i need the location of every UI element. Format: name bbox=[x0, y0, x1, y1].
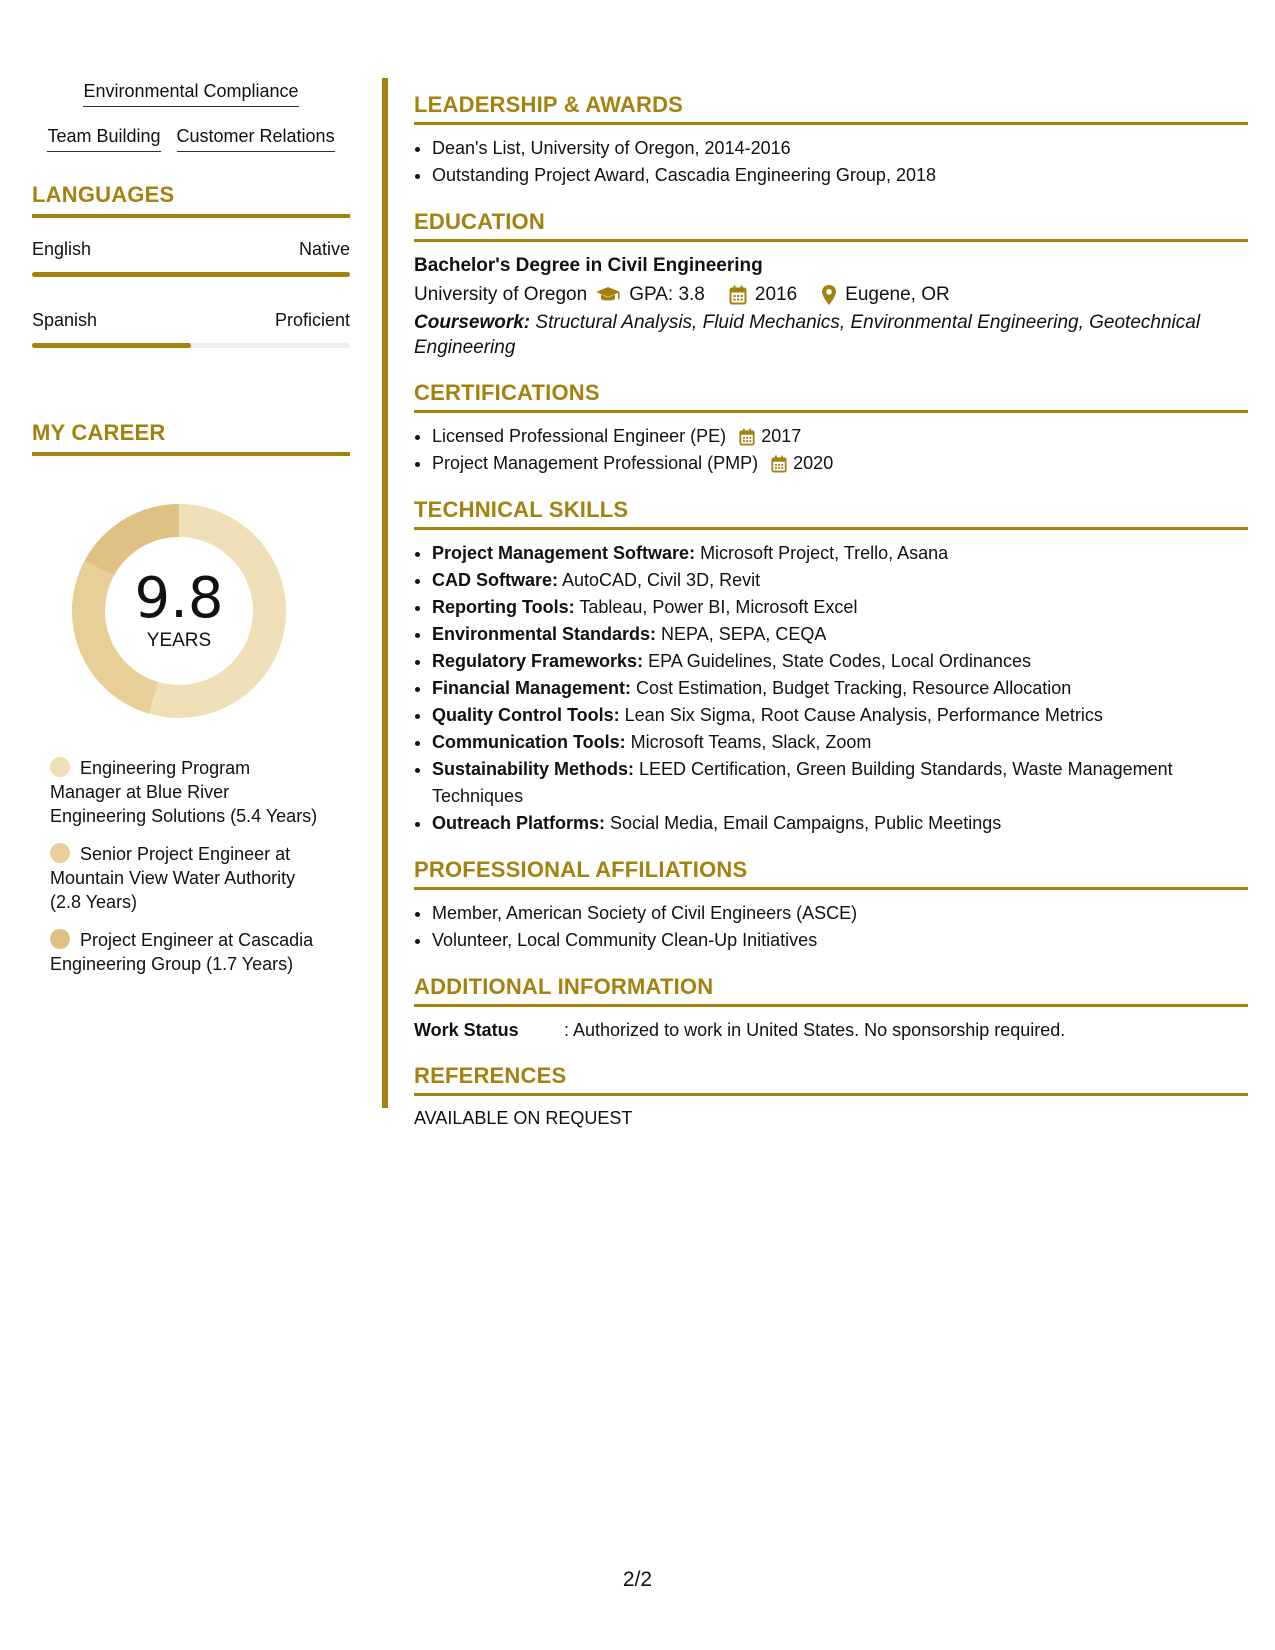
cert-name: Licensed Professional Engineer (PE) bbox=[432, 426, 727, 446]
list-item: • Reporting Tools: Tableau, Power BI, Microsoft Excel bbox=[432, 594, 1248, 621]
language-proficiency-fill bbox=[32, 272, 350, 277]
legend-dot-icon bbox=[50, 757, 70, 777]
education-heading: EDUCATION bbox=[414, 209, 1248, 242]
list-item: • Financial Management: Cost Estimation, Budget Tracking, Resource Allocation bbox=[432, 675, 1248, 702]
technical-skills-list bbox=[414, 540, 1248, 837]
education-school: University of Oregon bbox=[414, 284, 588, 305]
left-column bbox=[32, 80, 350, 990]
education-gpa: GPA: 3.8 bbox=[629, 284, 705, 305]
language-proficiency-bar bbox=[32, 272, 350, 277]
legend-dot-icon bbox=[50, 929, 70, 949]
list-item: • Outstanding Project Award, Cascadia Engineering Group, 2018 bbox=[432, 162, 1248, 189]
list-item bbox=[432, 450, 1248, 477]
language-english bbox=[32, 238, 350, 277]
career-legend-item: Engineering Program Manager at Blue River Engineering Solutions (5.4 Years) bbox=[50, 758, 318, 826]
work-status-row bbox=[414, 1017, 1248, 1043]
list-item: • Outreach Platforms: Social Media, Email Campaigns, Public Meetings bbox=[432, 810, 1248, 837]
languages-heading: LANGUAGES bbox=[32, 182, 350, 218]
education-coursework: Coursework: Structural Analysis, Fluid Mechanics, Environmental Engineering, Geotechnical Engineering bbox=[414, 312, 1201, 358]
list-item: • Environmental Standards: NEPA, SEPA, CEQA bbox=[432, 621, 1248, 648]
career-heading: MY CAREER bbox=[32, 420, 350, 456]
skill-tag: Customer Relations bbox=[177, 125, 335, 152]
language-level: Native bbox=[298, 239, 350, 259]
language-proficiency-bar bbox=[32, 343, 350, 348]
additional-info-heading: ADDITIONAL INFORMATION bbox=[414, 974, 1248, 1007]
language-spanish bbox=[32, 309, 350, 348]
list-item: • Member, American Society of Civil Engineers (ASCE) bbox=[432, 900, 1248, 927]
language-name: English bbox=[32, 239, 92, 259]
skill-tag: Team Building bbox=[47, 125, 160, 152]
skill-tags-row-1 bbox=[32, 80, 350, 107]
calendar-icon bbox=[771, 455, 787, 473]
affiliations-heading: PROFESSIONAL AFFILIATIONS bbox=[414, 857, 1248, 890]
list-item: • Project Management Software: Microsoft Project, Trello, Asana bbox=[432, 540, 1248, 567]
cert-year: 2020 bbox=[793, 453, 834, 473]
education-year: 2016 bbox=[754, 284, 798, 305]
list-item: • Volunteer, Local Community Clean-Up Initiatives bbox=[432, 927, 1248, 954]
list-item: • Sustainability Methods: LEED Certification, Green Building Standards, Waste Management Techniques bbox=[432, 756, 1248, 810]
career-total-value: 9.8 bbox=[134, 566, 224, 631]
certifications-list bbox=[414, 423, 1248, 477]
list-item: • Dean's List, University of Oregon, 2014-2016 bbox=[432, 135, 1248, 162]
language-level: Proficient bbox=[274, 310, 350, 330]
work-status-value: : Authorized to work in United States. No sponsorship required. bbox=[564, 1020, 1066, 1040]
cert-name: Project Management Professional (PMP) bbox=[432, 453, 759, 473]
references-heading: REFERENCES bbox=[414, 1063, 1248, 1096]
language-proficiency-fill bbox=[32, 343, 191, 348]
technical-skills-heading: TECHNICAL SKILLS bbox=[414, 497, 1248, 530]
legend-dot-icon bbox=[50, 843, 70, 863]
graduation-cap-icon bbox=[595, 285, 621, 305]
page-number: 2/2 bbox=[622, 1568, 653, 1591]
list-item: • Quality Control Tools: Lean Six Sigma, Root Cause Analysis, Performance Metrics bbox=[432, 702, 1248, 729]
work-status-label: Work Status bbox=[414, 1020, 519, 1040]
career-total-unit: YEARS bbox=[146, 630, 212, 651]
leadership-heading: LEADERSHIP & AWARDS bbox=[414, 92, 1248, 125]
calendar-icon bbox=[739, 428, 755, 446]
education-details bbox=[414, 280, 1248, 310]
language-name: Spanish bbox=[32, 310, 98, 330]
skill-tag: Environmental Compliance bbox=[83, 80, 298, 107]
affiliations-list bbox=[414, 900, 1248, 954]
career-legend-item: Senior Project Engineer at Mountain View Water Authority (2.8 Years) bbox=[50, 844, 296, 912]
location-pin-icon bbox=[821, 284, 837, 306]
list-item: • Communication Tools: Microsoft Teams, Slack, Zoom bbox=[432, 729, 1248, 756]
career-donut-chart bbox=[64, 496, 294, 726]
list-item: • Regulatory Frameworks: EPA Guidelines, State Codes, Local Ordinances bbox=[432, 648, 1248, 675]
career-legend bbox=[32, 756, 350, 976]
education-location: Eugene, OR bbox=[845, 284, 950, 305]
leadership-list bbox=[414, 135, 1248, 189]
column-divider bbox=[382, 78, 388, 1108]
education-degree: Bachelor's Degree in Civil Engineering bbox=[414, 255, 763, 276]
cert-year: 2017 bbox=[761, 426, 802, 446]
right-column bbox=[414, 92, 1248, 1129]
calendar-icon bbox=[729, 285, 747, 305]
career-legend-item: Project Engineer at Cascadia Engineering Group (1.7 Years) bbox=[50, 930, 314, 974]
skill-tags-row-2 bbox=[32, 125, 350, 152]
references-value: AVAILABLE ON REQUEST bbox=[414, 1108, 633, 1128]
certifications-heading: CERTIFICATIONS bbox=[414, 380, 1248, 413]
list-item: • CAD Software: AutoCAD, Civil 3D, Revit bbox=[432, 567, 1248, 594]
list-item bbox=[432, 423, 1248, 450]
